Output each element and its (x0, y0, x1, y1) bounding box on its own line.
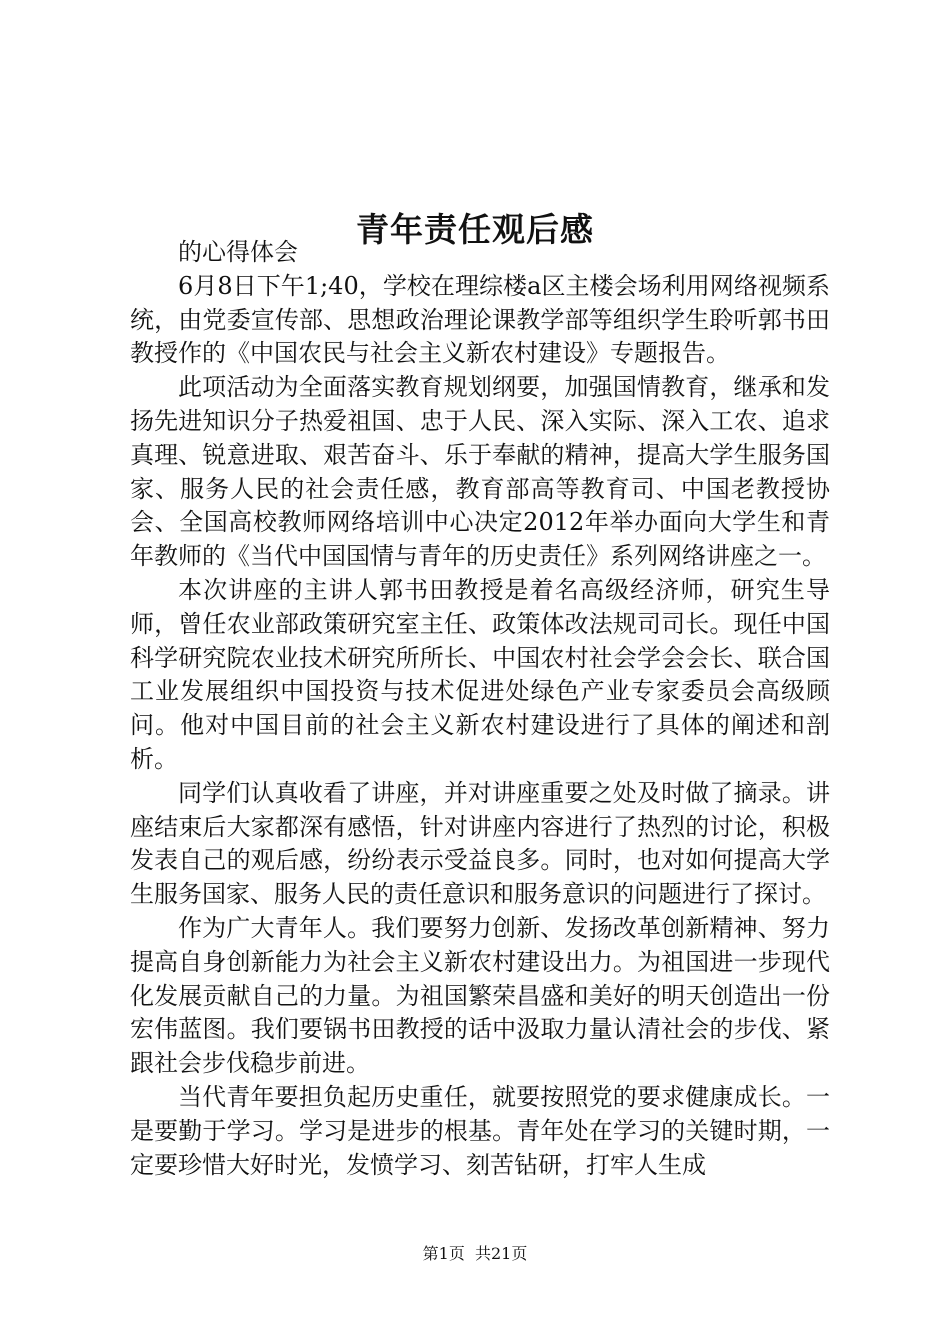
page-footer (0, 1242, 950, 1266)
paragraph: 同学们认真收看了讲座，并对讲座重要之处及时做了摘录。讲座结束后大家都深有感悟，针对讲座内容进行了热烈的讨论，积极发表自己的观后感，纷纷表示受益良多。同时，也对如何提高大学生服务国家、服务人民的责任意识和服务意识的问题进行了探讨。 (130, 778, 830, 909)
document-body (130, 236, 830, 1182)
paragraph: 此项活动为全面落实教育规划纲要，加强国情教育，继承和发扬先进知识分子热爱祖国、忠于人民、深入实际、深入工农、追求真理、锐意进取、艰苦奋斗、乐于奉献的精神，提高大学生服务国家、服务人民的社会责任感，教育部高等教育司、中国老教授协会、全国高校教师网络培训中心决定2012年举办面向大学生和青年教师的《当代中国国情与青年的历史责任》系列网络讲座之一。 (130, 373, 830, 571)
paragraph: 作为广大青年人。我们要努力创新、发扬改革创新精神、努力提高自身创新能力为社会主义新农村建设出力。为祖国进一步现代化发展贡献自己的力量。为祖国繁荣昌盛和美好的明天创造出一份宏伟蓝图。我们要锅书田教授的话中汲取力量认清社会的步伐、紧跟社会步伐稳步前进。 (130, 913, 830, 1078)
paragraph: 当代青年要担负起历史重任，就要按照党的要求健康成长。一是要勤于学习。学习是进步的根基。青年处在学习的关键时期，一定要珍惜大好时光，发愤学习、刻苦钻研，打牢人生成 (130, 1082, 830, 1179)
paragraph: 本次讲座的主讲人郭书田教授是着名高级经济师，研究生导师，曾任农业部政策研究室主任、政策体改法规司司长。现任中国科学研究院农业技术研究所所长、中国农村社会学会会长、联合国工业发展组织中国投资与技术促进处绿色产业专家委员会高级顾问。他对中国目前的社会主义新农村建设进行了具体的阐述和剖析。 (130, 575, 830, 773)
page-number: 第1页 共21页 (422, 1244, 528, 1263)
paragraph: 6月8日下午1;40，学校在理综楼a区主楼会场利用网络视频系统，由党委宣传部、思想政治理论课教学部等组织学生聆听郭书田教授作的《中国农民与社会主义新农村建设》专题报告。 (130, 271, 830, 368)
document-title: 青年责任观后感 (356, 210, 594, 250)
paragraph-subtitle: 的心得体会 (178, 238, 298, 266)
